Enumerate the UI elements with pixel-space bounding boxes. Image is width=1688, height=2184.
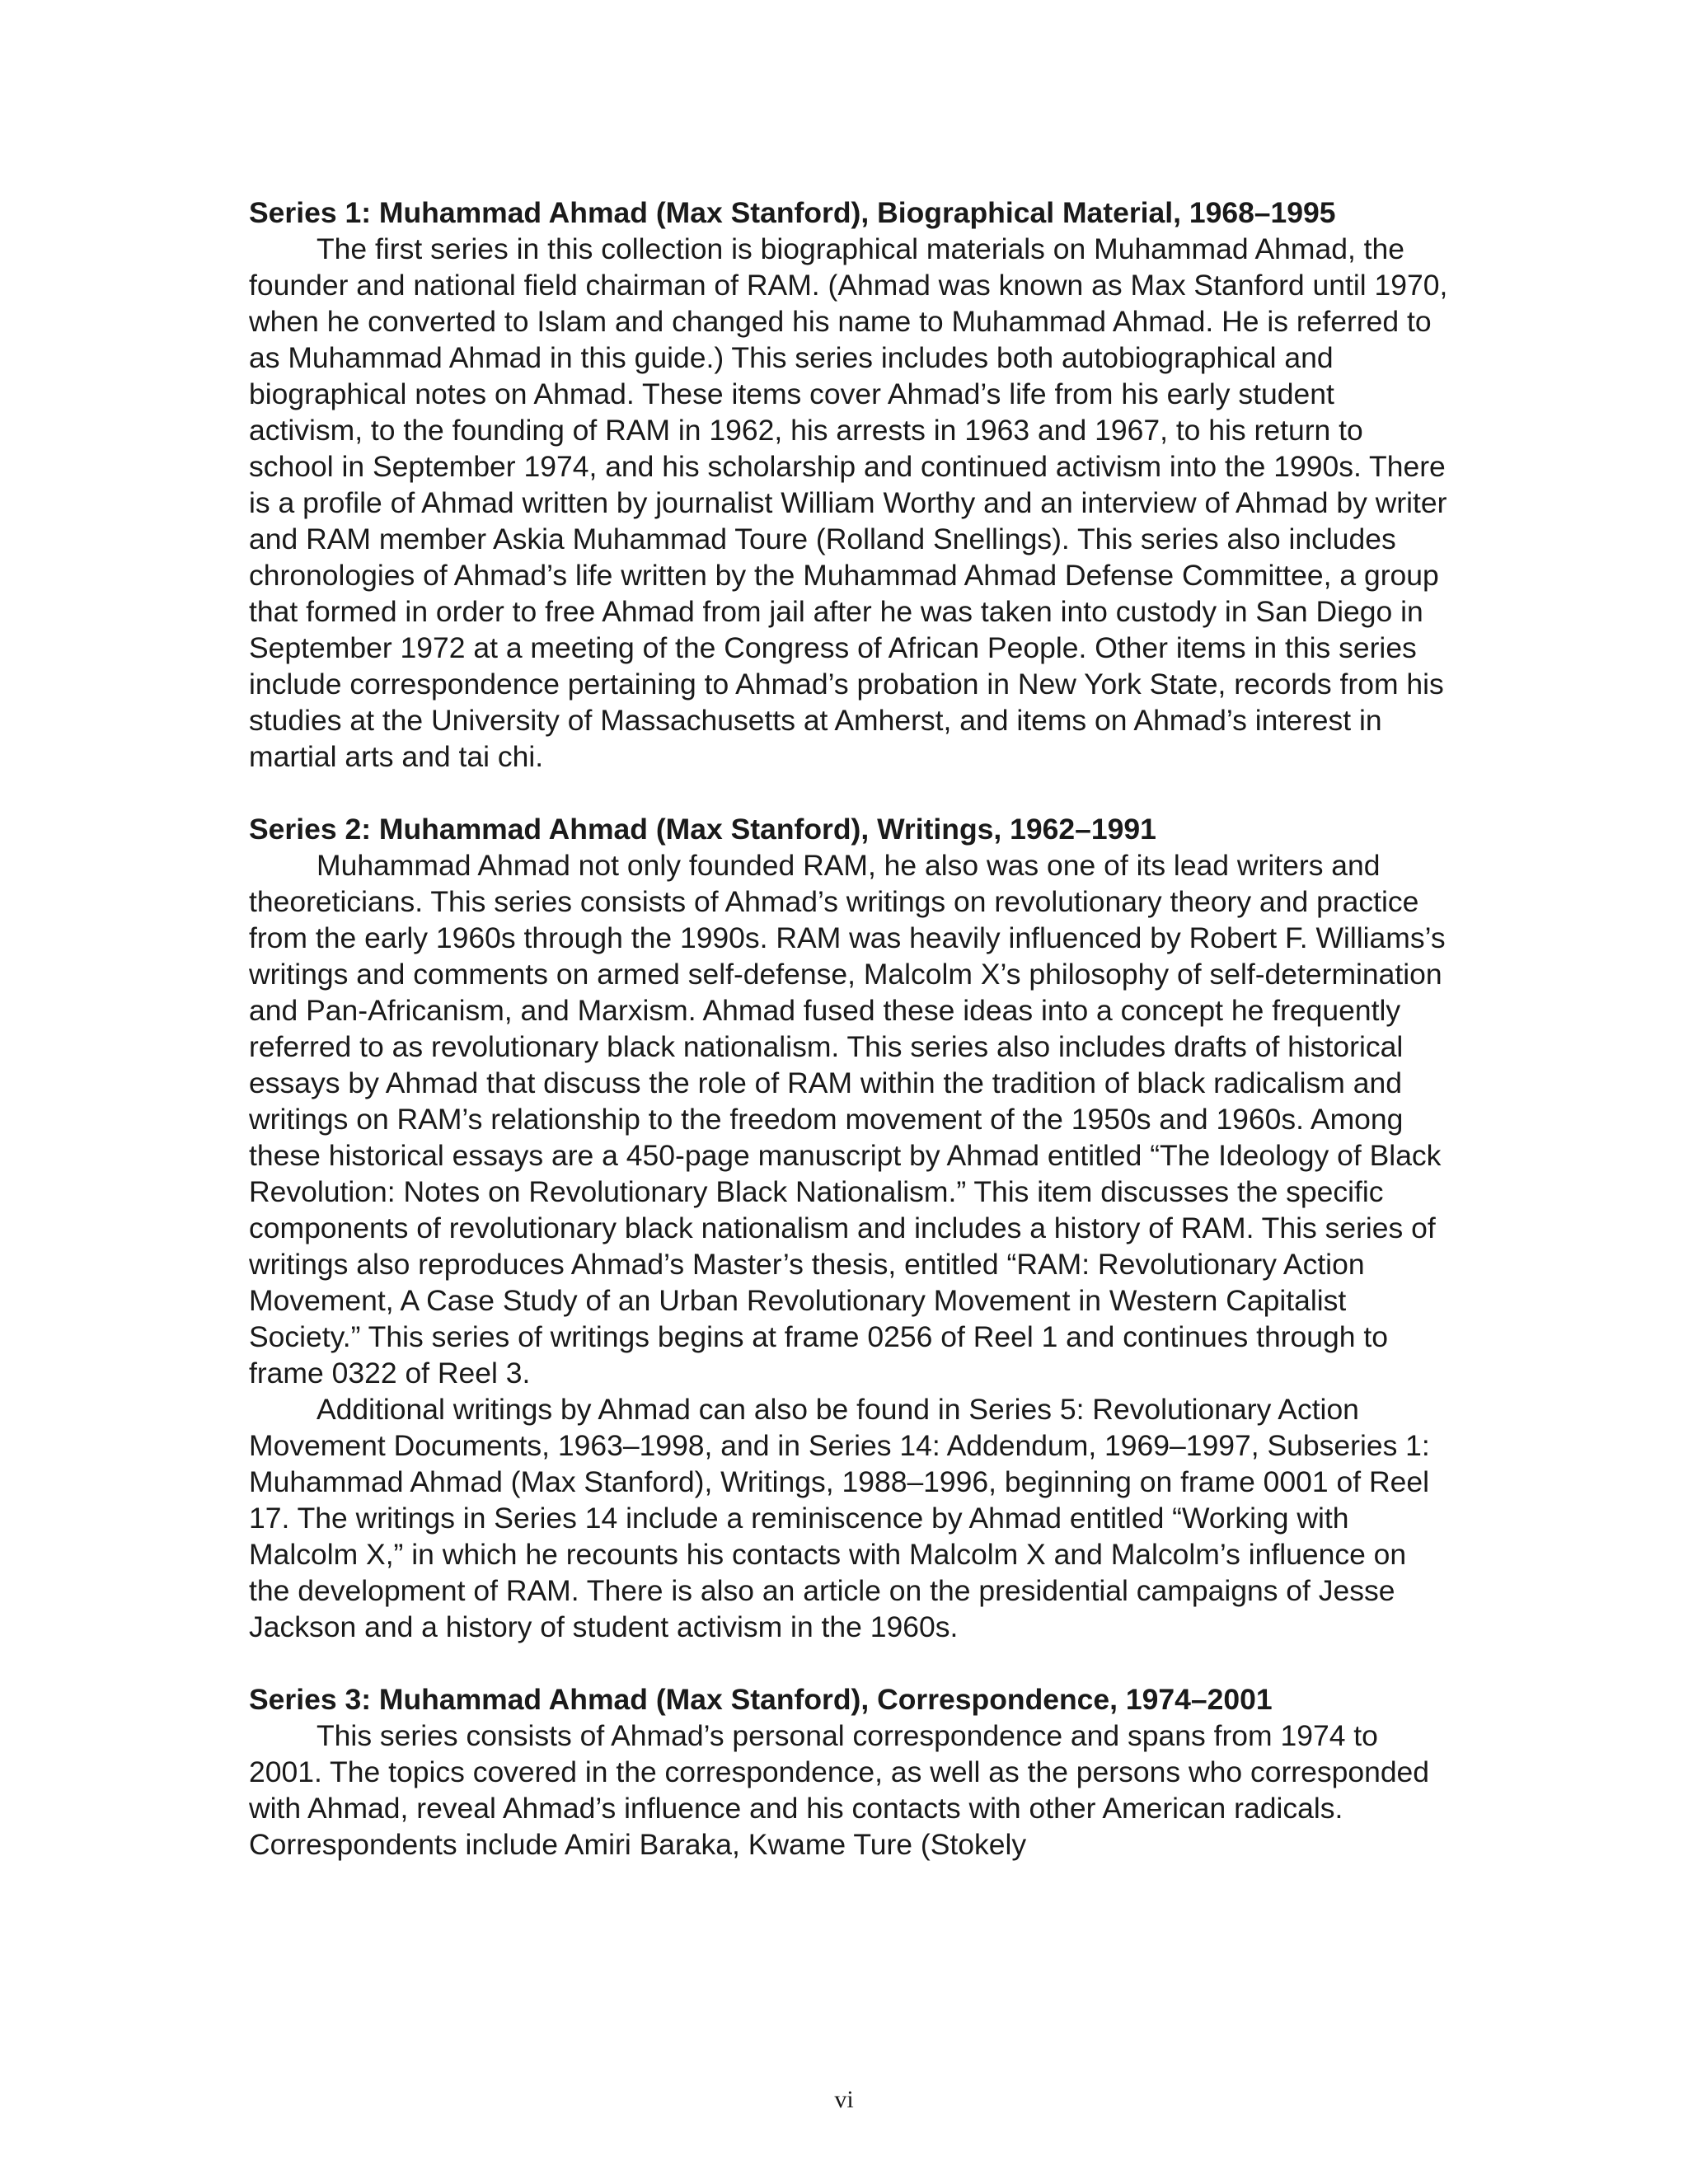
- series-2-section: [249, 811, 1452, 1645]
- series-1-paragraph: The first series in this collection is biographical materials on Muhammad Ahmad, the founder and national field chairman of RAM. (Ahmad was known as Max Stanford until 1970, when he converted to Islam and changed his name to Muhammad Ahmad. He is referred to as Muhammad Ahmad in this guide.) This series includes both autobiographical and biographical notes on Ahmad. These items cover Ahmad’s life from his early student activism, to the founding of RAM in 1962, his arrests in 1963 and 1967, to his return to school in September 1974, and his scholarship and continued activism into the 1990s. There is a profile of Ahmad written by journalist William Worthy and an interview of Ahmad by writer and RAM member Askia Muhammad Toure (Rolland Snellings). This series also includes chronologies of Ahmad’s life written by the Muhammad Ahmad Defense Committee, a group that formed in order to free Ahmad from jail after he was taken into custody in San Diego in September 1972 at a meeting of the Congress of African People. Other items in this series include correspondence pertaining to Ahmad’s probation in New York State, records from his studies at the University of Massachusetts at Amherst, and items on Ahmad’s interest in martial arts and tai chi.: [249, 232, 1448, 773]
- series-2-heading: Series 2: Muhammad Ahmad (Max Stanford), Writings, 1962–1991: [249, 813, 1156, 846]
- series-3-paragraph: This series consists of Ahmad’s personal correspondence and spans from 1974 to 2001. The topics covered in the correspondence, as well as the persons who corresponded with Ahmad, reveal Ahmad’s influence and his contacts with other American radicals. Correspondents include Amiri Baraka, Kwame Ture (Stokely: [249, 1719, 1430, 1861]
- series-2-paragraph-2: Additional writings by Ahmad can also be found in Series 5: Revolutionary Action Movement Documents, 1963–1998, and in Series 14: Addendum, 1969–1997, Subseries 1: Muhammad Ahmad (Max Stanford), Writings, 1988–1996, beginning on frame 0001 of Reel 17. The writings in Series 14 include a reminiscence by Ahmad entitled “Working with Malcolm X,” in which he recounts his contacts with Malcolm X and Malcolm’s influence on the development of RAM. There is also an article on the presidential campaigns of Jesse Jackson and a history of student activism in the 1960s.: [249, 1393, 1430, 1643]
- page-number: vi: [834, 2086, 854, 2113]
- series-3-section: [249, 1681, 1452, 1863]
- page-content: [249, 194, 1452, 1899]
- series-2-paragraph-1: Muhammad Ahmad not only founded RAM, he also was one of its lead writers and theoreticians. This series consists of Ahmad’s writings on revolutionary theory and practice from the early 1960s through the 1990s. RAM was heavily influenced by Robert F. Williams’s writings and comments on armed self-defense, Malcolm X’s philosophy of self-determination and Pan-Africanism, and Marxism. Ahmad fused these ideas into a concept he frequently referred to as revolutionary black nationalism. This series also includes drafts of historical essays by Ahmad that discuss the role of RAM within the tradition of black radicalism and writings on RAM’s relationship to the freedom movement of the 1950s and 1960s. Among these historical essays are a 450-page manuscript by Ahmad entitled “The Ideology of Black Revolution: Notes on Revolutionary Black Nationalism.” This item discusses the specific components of revolutionary black nationalism and includes a history of RAM. This series of writings also reproduces Ahmad’s Master’s thesis, entitled “RAM: Revolutionary Action Movement, A Case Study of an Urban Revolutionary Movement in Western Capitalist Society.” This series of writings begins at frame 0256 of Reel 1 and continues through to frame 0322 of Reel 3.: [249, 849, 1446, 1390]
- series-1-heading: Series 1: Muhammad Ahmad (Max Stanford), Biographical Material, 1968–1995: [249, 196, 1336, 229]
- series-1-section: [249, 194, 1452, 775]
- series-3-heading: Series 3: Muhammad Ahmad (Max Stanford), Correspondence, 1974–2001: [249, 1683, 1273, 1716]
